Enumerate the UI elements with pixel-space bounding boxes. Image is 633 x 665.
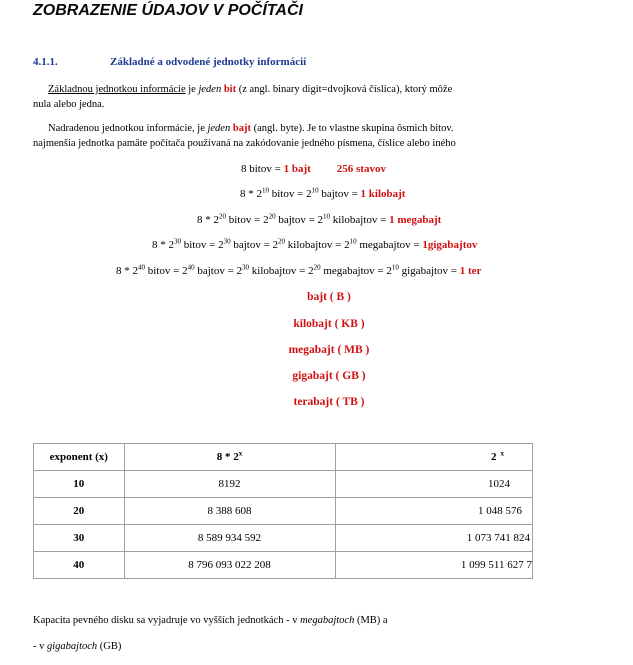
unit-bajt: bajt ( B ) xyxy=(307,291,351,303)
f5-b: bitov = 2 xyxy=(145,265,188,277)
header-8x2x-exp: x xyxy=(238,449,243,458)
f5-f: megabajtov = 2 xyxy=(320,265,392,277)
paragraph-bit xyxy=(33,82,633,112)
cell-8x2x: 8 388 608 xyxy=(124,498,335,525)
formula-1 xyxy=(241,163,386,175)
f3-b: bitov = 2 xyxy=(226,214,269,226)
footer-1c: (MB) a xyxy=(354,615,388,626)
table-header-row xyxy=(34,444,533,471)
f3-r: 1 megabajt xyxy=(389,214,442,226)
f1-b: 1 bajt xyxy=(283,163,311,175)
header-2x xyxy=(335,444,532,471)
f5-d: kilobajtov = 2 xyxy=(249,265,314,277)
para1-line2: nula alebo jedna. xyxy=(33,99,105,110)
cell-2x-value: 1 099 511 627 7 xyxy=(460,559,532,571)
f5-e2: 40 xyxy=(187,263,195,272)
footer-2c: (GB) xyxy=(97,641,122,652)
f4-a: 8 * 2 xyxy=(152,239,174,251)
f5-e3: 30 xyxy=(242,263,250,272)
footer-line-1 xyxy=(33,615,388,626)
page-title: ZOBRAZENIE ÚDAJOV V POČÍTAČI xyxy=(33,2,303,19)
para1-bit: bit xyxy=(221,84,237,95)
table-row xyxy=(34,552,533,579)
f4-e2: 30 xyxy=(223,237,231,246)
f4-b: bitov = 2 xyxy=(181,239,224,251)
unit-gigabajt: gigabajt ( GB ) xyxy=(292,370,366,382)
header-exponent: exponent (x) xyxy=(34,444,125,471)
f5-e1: 40 xyxy=(138,263,145,272)
para1-rest: (z angl. binary digit=dvojková číslica), ktorý môže xyxy=(236,84,453,95)
cell-8x2x: 8192 xyxy=(124,471,335,498)
f5-e4: 20 xyxy=(313,263,321,272)
cell-2x xyxy=(335,498,532,525)
f3-a: 8 * 2 xyxy=(197,214,219,226)
table-row xyxy=(34,471,533,498)
para1-jeden: jeden xyxy=(198,84,222,95)
header-2x-base: 2 xyxy=(491,451,497,463)
f2-e2: 10 xyxy=(311,186,319,195)
para2-text: Nadradenou jednotkou informácie, je xyxy=(48,123,208,134)
f4-e1: 30 xyxy=(174,237,181,246)
formula-5 xyxy=(116,265,481,277)
f4-c: bajtov = 2 xyxy=(230,239,279,251)
f3-d: kilobajtov = xyxy=(330,214,390,226)
cell-8x2x: 8 796 093 022 208 xyxy=(124,552,335,579)
f3-c: bajtov = 2 xyxy=(275,214,324,226)
section-number: 4.1.1. xyxy=(33,56,58,68)
para1-text: je xyxy=(185,84,199,95)
f3-e2: 20 xyxy=(268,212,276,221)
footer-line-2 xyxy=(33,641,121,652)
cell-2x xyxy=(335,552,532,579)
f4-d: kilobajtov = 2 xyxy=(285,239,350,251)
f5-a: 8 * 2 xyxy=(116,265,138,277)
footer-2a: - v xyxy=(33,641,47,652)
header-8x2x xyxy=(124,444,335,471)
unit-megabajt: megabajt ( MB ) xyxy=(288,344,370,356)
footer-1a: Kapacita pevného disku sa vyjadruje vo vyšších jednotkách - v xyxy=(33,615,301,626)
footer-2b: gigabajtoch xyxy=(47,641,98,652)
footer-1b: megabajtoch xyxy=(300,615,355,626)
f3-e1: 20 xyxy=(219,212,226,221)
f4-e4: 10 xyxy=(349,237,357,246)
table-row xyxy=(34,498,533,525)
cell-exponent: 20 xyxy=(34,498,125,525)
cell-2x-value: 1 073 741 824 xyxy=(466,532,530,544)
unit-kilobajt: kilobajt ( KB ) xyxy=(293,318,365,330)
cell-2x-value: 1024 xyxy=(488,478,510,490)
f2-c: bajtov = xyxy=(318,188,361,200)
f2-e1: 10 xyxy=(262,186,269,195)
formula-4 xyxy=(152,239,477,251)
unit-terabajt: terabajt ( TB ) xyxy=(293,396,365,408)
f3-e3: 10 xyxy=(323,212,331,221)
f1-c: 256 stavov xyxy=(336,163,386,175)
f5-c: bajtov = 2 xyxy=(194,265,243,277)
f1-a: 8 bitov = xyxy=(241,163,284,175)
cell-2x xyxy=(335,471,532,498)
formula-2 xyxy=(240,188,405,200)
para2-line2: najmenšia jednotka pamäte počítača používaná na zakódovanie jedného písmena, číslice alebo iného xyxy=(33,138,456,149)
paragraph-byte xyxy=(33,121,633,151)
f5-r: 1 ter xyxy=(459,265,482,277)
para2-jeden: jeden xyxy=(207,123,231,134)
f2-b: bitov = 2 xyxy=(269,188,312,200)
f5-g: gigabajtov = xyxy=(398,265,460,277)
cell-2x xyxy=(335,525,532,552)
cell-exponent: 40 xyxy=(34,552,125,579)
header-2x-wrap xyxy=(491,451,532,463)
f5-e5: 10 xyxy=(391,263,399,272)
cell-2x-value: 1 048 576 xyxy=(478,505,522,517)
f4-r: 1gigabajtov xyxy=(422,239,478,251)
formula-3 xyxy=(197,214,441,226)
section-title: Základné a odvodené jednotky informácií xyxy=(110,56,307,68)
para1-term: Základnou jednotkou informácie xyxy=(48,84,186,95)
f4-e3: 20 xyxy=(278,237,286,246)
para2-bajt: bajt xyxy=(230,123,251,134)
header-2x-exp: x xyxy=(500,449,504,458)
f4-f: megabajtov = xyxy=(356,239,423,251)
header-8x2x-base: 8 * 2 xyxy=(216,451,239,463)
table-row xyxy=(34,525,533,552)
cell-8x2x: 8 589 934 592 xyxy=(124,525,335,552)
f2-d: 1 kilobajt xyxy=(360,188,406,200)
para2-rest: (angl. byte). Je to vlastne skupina ôsmich bitov. xyxy=(250,123,454,134)
f2-a: 8 * 2 xyxy=(240,188,262,200)
cell-exponent: 10 xyxy=(34,471,125,498)
cell-exponent: 30 xyxy=(34,525,125,552)
exponent-table xyxy=(33,443,533,579)
